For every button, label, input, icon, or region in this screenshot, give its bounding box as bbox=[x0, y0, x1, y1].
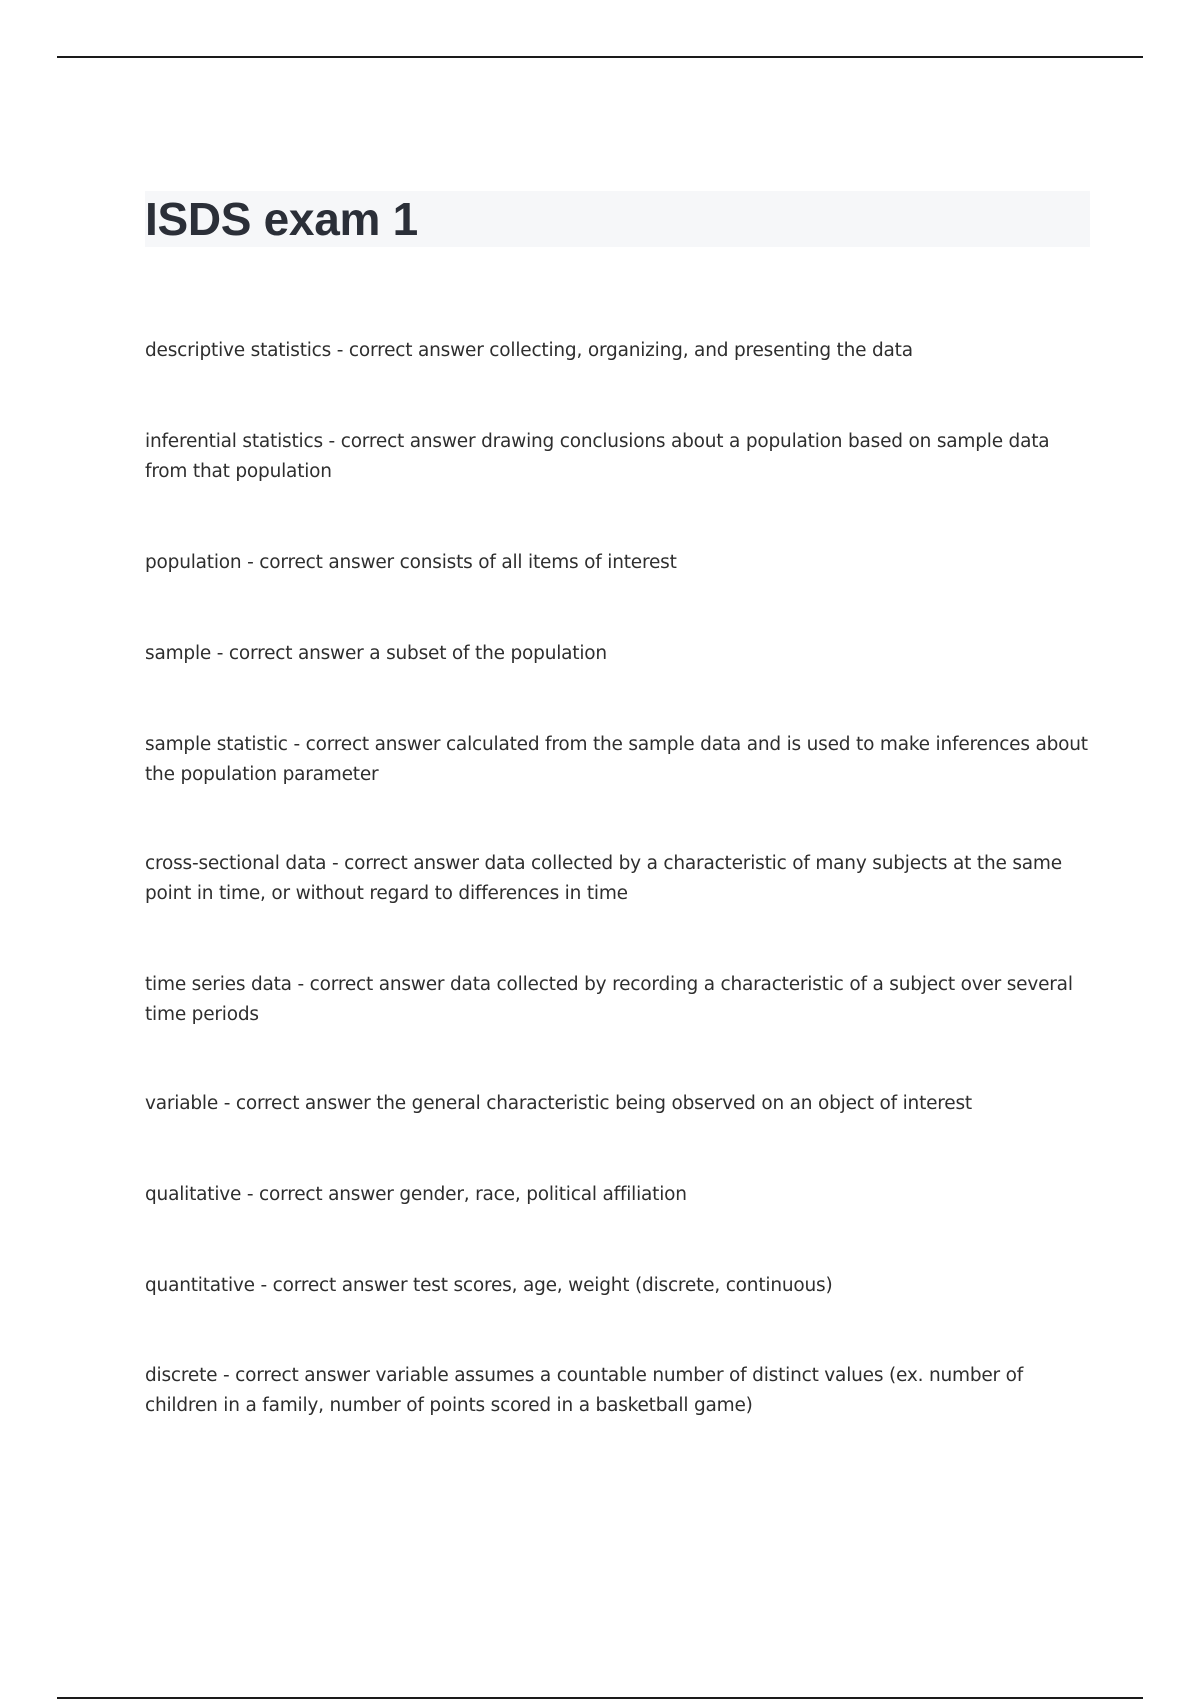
list-item: variable - correct answer the general characteristic being observed on an object of interest bbox=[145, 1093, 972, 1114]
list-item: time series data - correct answer data collected by recording a characteristic of a subject over several time periods bbox=[145, 974, 1073, 1025]
list-item: inferential statistics - correct answer drawing conclusions about a population based on sample data from that population bbox=[145, 431, 1050, 482]
list-item: sample statistic - correct answer calculated from the sample data and is used to make inferences about the population parameter bbox=[145, 734, 1088, 785]
list-item: qualitative - correct answer gender, race, political affiliation bbox=[145, 1184, 687, 1205]
list-item: cross-sectional data - correct answer data collected by a characteristic of many subjects at the same point in time, or without regard to differences in time bbox=[145, 853, 1062, 904]
top-divider bbox=[57, 56, 1143, 58]
list-item: population - correct answer consists of all items of interest bbox=[145, 552, 677, 573]
list-item: quantitative - correct answer test scores, age, weight (discrete, continuous) bbox=[145, 1275, 833, 1296]
bottom-divider bbox=[57, 1697, 1143, 1699]
page-title: ISDS exam 1 bbox=[145, 193, 418, 245]
list-item: sample - correct answer a subset of the population bbox=[145, 643, 607, 664]
list-item: descriptive statistics - correct answer collecting, organizing, and presenting the data bbox=[145, 340, 913, 361]
list-item: discrete - correct answer variable assumes a countable number of distinct values (ex. number of children in a family, number of points scored in a basketball game) bbox=[145, 1365, 1024, 1416]
